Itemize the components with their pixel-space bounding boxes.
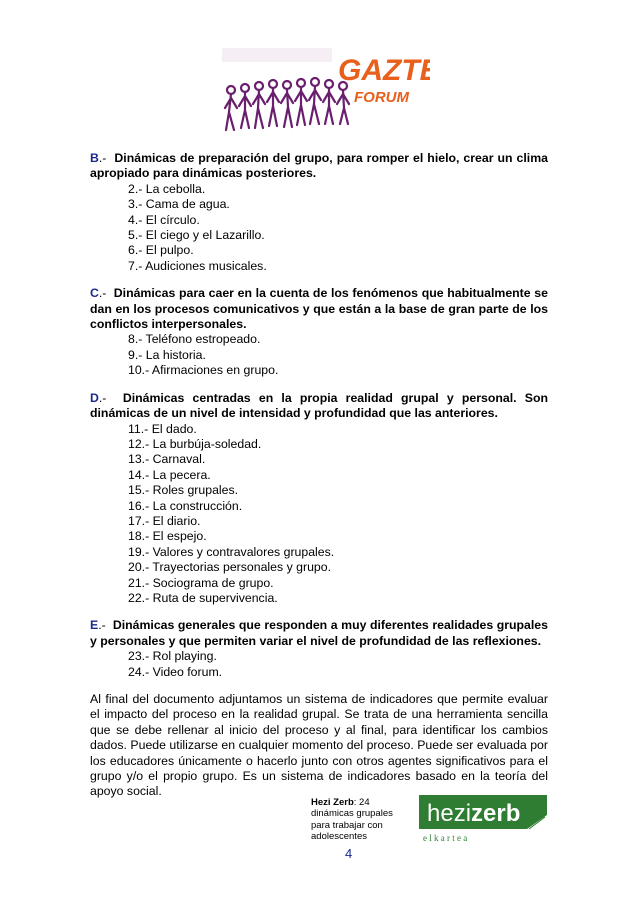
- footer-caption: [311, 797, 403, 843]
- list-item: 13.- Carnaval.: [128, 452, 206, 467]
- section-letter: B: [90, 151, 99, 165]
- section-letter: D: [90, 390, 99, 405]
- gazte-forum-logo-graphic: [218, 38, 430, 148]
- list-item: 10.- Afirmaciones en grupo.: [128, 363, 279, 378]
- section-e: [90, 618, 548, 680]
- hezizerb-logo-graphic: [419, 793, 547, 845]
- section-separator: .-: [98, 618, 106, 633]
- section-b: [90, 151, 548, 274]
- list-item: 8.- Teléfono estropeado.: [128, 332, 261, 347]
- gazte-forum-logo: [218, 38, 430, 148]
- section-separator: .-: [98, 151, 107, 165]
- section-d: [90, 391, 548, 607]
- list-item: 19.- Valores y contravalores grupales.: [128, 544, 335, 559]
- section-separator: .-: [98, 390, 107, 405]
- footer-author: Hezi Zerb: [311, 797, 354, 808]
- document-body: [90, 151, 548, 800]
- section-heading-text: Dinámicas centradas en la propia realidad grupal y personal. Son dinámicas de un nivel de intensidad y profundidad que las anteriores.: [90, 390, 548, 421]
- gazte-logo-text: GAZTE: [338, 54, 430, 87]
- list-item: 15.- Roles grupales.: [128, 483, 239, 498]
- hezizerb-logo: [419, 793, 547, 845]
- page-number: 4: [345, 846, 353, 861]
- section-heading: [90, 618, 548, 649]
- section-letter: E: [90, 618, 99, 633]
- logo-elkartea: e l k a r t e a: [423, 833, 468, 843]
- list-item: 12.- La burbúja-soledad.: [128, 436, 262, 451]
- list-item: 21.- Sociograma de grupo.: [128, 575, 274, 590]
- logo-zerb: zerb: [471, 800, 521, 827]
- dynamics-list: [90, 649, 548, 680]
- forum-logo-text: FORUM: [354, 89, 409, 106]
- section-heading: [90, 391, 548, 422]
- list-item: 3.- Cama de agua.: [128, 197, 230, 212]
- section-heading: [90, 151, 548, 182]
- list-item: 7.- Audiciones musicales.: [128, 258, 267, 273]
- dynamics-list: [90, 332, 548, 378]
- section-heading-text: Dinámicas para caer en la cuenta de los fenómenos que habitualmente se dan en los procesos comunicativos y que están a la base de gran parte de los conflictos interpersonales.: [90, 286, 548, 332]
- list-item: 9.- La historia.: [128, 347, 206, 362]
- list-item: 23.- Rol playing.: [128, 649, 217, 664]
- section-heading: [90, 286, 548, 332]
- logo-hezi: hezi: [427, 800, 472, 827]
- list-item: 2.- La cebolla.: [128, 181, 206, 196]
- list-item: 16.- La construcción.: [128, 498, 243, 513]
- footer-description: : 24 dinámicas grupales para trabajar con adolescentes: [311, 797, 393, 843]
- list-item: 17.- El diario.: [128, 513, 201, 528]
- list-item: 18.- El espejo.: [128, 529, 207, 544]
- section-heading-text: Dinámicas de preparación del grupo, para romper el hielo, crear un clima apropiado para dinámicas posteriores.: [90, 151, 548, 181]
- closing-paragraph: Al final del documento adjuntamos un sistema de indicadores que permite evaluar el impacto del proceso en la realidad grupal. Se trata de una herramienta sencilla que se debe rellenar al inicio del proceso y al final, para identificar los cambios dados. Puede utilizarse en cualquier momento del proceso. Puede ser evaluada por los educadores únicamente o hacerlo junto con otros agentes significativos para el grupo y/o el propio grupo. Es un sistema de indicadores basado en la teoría del apoyo social.: [90, 692, 548, 799]
- list-item: 14.- La pecera.: [128, 467, 211, 482]
- list-item: 24.- Video forum.: [128, 664, 223, 679]
- list-item: 20.- Trayectorias personales y grupo.: [128, 560, 332, 575]
- svg-text:hezizerb: [427, 800, 520, 827]
- list-item: 11.- El dado.: [128, 421, 197, 436]
- list-item: 5.- El ciego y el Lazarillo.: [128, 228, 265, 243]
- dynamics-list: [90, 422, 548, 607]
- section-c: [90, 286, 548, 378]
- section-letter: C: [90, 286, 99, 301]
- list-item: 4.- El círculo.: [128, 212, 200, 227]
- list-item: 22.- Ruta de supervivencia.: [128, 590, 278, 605]
- section-separator: .-: [98, 286, 107, 301]
- section-heading-text: Dinámicas generales que responden a muy diferentes realidades grupales y personales y que permiten variar el nivel de profundidad de las reflexiones.: [90, 618, 548, 648]
- list-item: 6.- El pulpo.: [128, 243, 194, 258]
- dynamics-list: [90, 182, 548, 274]
